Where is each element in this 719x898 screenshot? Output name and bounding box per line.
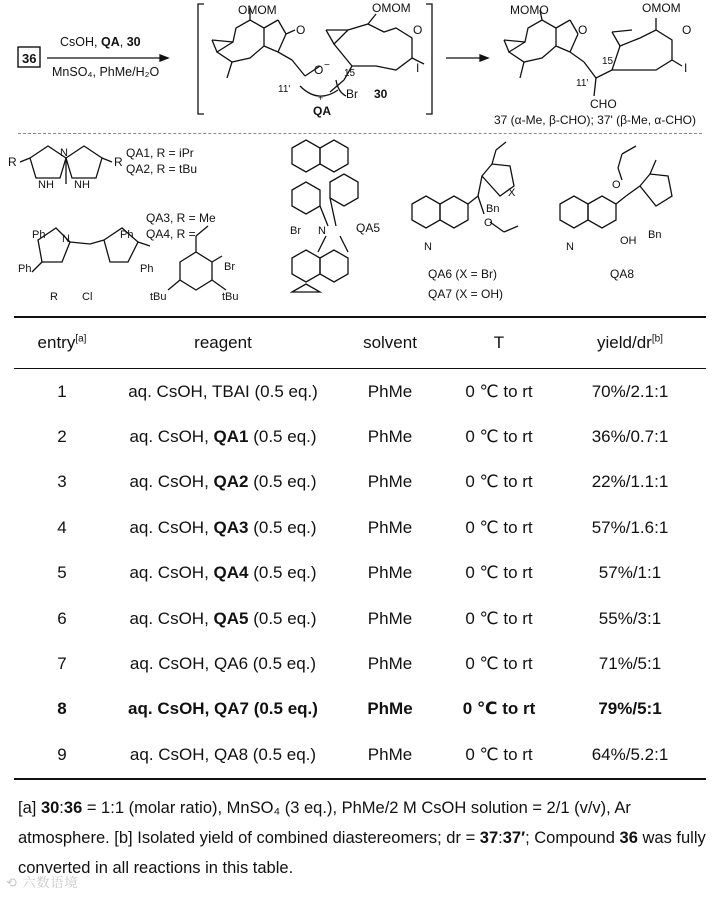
header-temperature: T	[444, 317, 554, 369]
qa8-bn: Bn	[648, 229, 662, 241]
cell-yield-dr: 22%/1.1:1	[591, 472, 669, 492]
table-footnote: [a] 30:36 = 1:1 (molar ratio), MnSO₄ (3 eq.), PhMe/2 M CsOH solution = 2/1 (v/v), Ar atmosphere. [b] Isolated yield of combined diastereomers; dr = 37:37′; Compound 36 was fully converted in all reactions in this table.	[18, 799, 706, 877]
results-table	[14, 316, 706, 780]
cell-solvent: PhMe	[367, 427, 413, 447]
qa1-label: QA1, R = iPr	[126, 146, 194, 160]
cell-solvent: PhMe	[367, 654, 413, 674]
cell-entry: 5	[57, 563, 67, 583]
enolate-o: O	[314, 63, 324, 77]
guan-n: N	[62, 233, 70, 245]
enolate-charge: −	[324, 60, 330, 71]
qa6-qa7-skeleton	[412, 142, 518, 232]
qa4-label: QA4, R =	[146, 227, 196, 241]
intermediate-ketone-o2: O	[413, 23, 423, 37]
qa8-o: O	[612, 179, 621, 191]
cell-reagent: aq. CsOH, QA2 (0.5 eq.)	[129, 472, 317, 492]
label-15-product: 15	[602, 56, 614, 67]
cell-yield-dr: 79%/5:1	[598, 699, 662, 719]
cell-temperature: 0 ℃ to rt	[465, 472, 533, 492]
table-row	[14, 596, 706, 641]
table-row	[14, 369, 706, 415]
cell-reagent: aq. CsOH, QA1 (0.5 eq.)	[129, 427, 317, 447]
cell-solvent: PhMe	[336, 732, 444, 778]
header-yield-dr: yield/dr[b]	[554, 317, 706, 369]
guan-ph-1: Ph	[32, 229, 46, 241]
cell-reagent: aq. CsOH, QA7 (0.5 eq.)	[128, 699, 318, 719]
qa8-label: QA8	[610, 267, 635, 281]
product-skeleton	[504, 10, 682, 96]
qa6-quinoline-n: N	[424, 241, 432, 253]
header-solvent: solvent	[336, 317, 444, 369]
intermediate-skeleton-left	[212, 8, 320, 78]
qa5-label: QA5	[356, 221, 381, 235]
qa5-skeleton	[292, 140, 358, 292]
qa6-o: O	[484, 217, 493, 229]
qa4-tbu-left: tBu	[150, 291, 167, 303]
cell-temperature: 0 ℃ to rt	[465, 608, 533, 628]
qa1-n: N	[60, 147, 68, 159]
reaction-scheme	[0, 0, 719, 305]
qa1-nh-right: NH	[74, 179, 90, 191]
conditions-line1: CsOH, QA, 30	[60, 35, 141, 49]
cell-solvent: PhMe	[367, 517, 413, 537]
cell-solvent: PhMe	[367, 563, 413, 583]
cell-reagent: aq. CsOH, QA4 (0.5 eq.)	[129, 563, 317, 583]
cell-temperature: 0 ℃ to rt	[465, 427, 533, 447]
guan-ph-3: Ph	[120, 229, 134, 241]
header-entry: entry[a]	[14, 317, 110, 369]
table-row	[14, 687, 706, 732]
product-ketone-o2: O	[682, 23, 692, 37]
cell-entry: 4	[57, 517, 67, 537]
cell-entry: 8	[57, 699, 67, 719]
qa4-tbu-right: tBu	[222, 291, 239, 303]
cell-reagent: aq. CsOH, TBAI (0.5 eq.)	[128, 381, 318, 401]
table-row	[14, 551, 706, 596]
qa8-oh: OH	[620, 235, 637, 247]
intermediate-ketone-o: O	[296, 23, 306, 37]
table-row	[14, 505, 706, 550]
label-11-intermediate: 11'	[278, 84, 291, 95]
intermediate-iodide: I	[416, 61, 420, 75]
cell-entry: 1	[57, 381, 67, 401]
watermark: ⟲ 六数语境	[6, 875, 79, 890]
cell-temperature: 0 ℃ to rt	[465, 563, 533, 583]
bromide-label: Br	[346, 87, 358, 101]
intermediate-omom-1: OMOM	[238, 3, 277, 17]
reagent-30-label: 30	[374, 87, 388, 101]
header-reagent: reagent	[110, 317, 336, 369]
qa-counterion-label: QA	[313, 104, 331, 118]
cell-yield-dr: 36%/0.7:1	[591, 427, 669, 447]
product-omom: OMOM	[642, 1, 681, 15]
qa5-n: N	[318, 225, 326, 237]
qa4-br: Br	[224, 261, 235, 273]
cell-yield-dr: 64%/5.2:1	[554, 732, 706, 778]
table-header-row	[14, 317, 706, 369]
cell-solvent: PhMe	[367, 608, 413, 628]
qa1-r-right: R	[114, 155, 123, 169]
cell-reagent: aq. CsOH, QA3 (0.5 eq.)	[129, 517, 317, 537]
table-row	[14, 641, 706, 686]
qa1-r-left: R	[8, 155, 17, 169]
qa6-x: X	[508, 187, 516, 199]
cell-solvent: PhMe	[367, 381, 413, 401]
cell-solvent: PhMe	[367, 472, 413, 492]
cell-yield-dr: 71%/5:1	[598, 654, 662, 674]
qa8-quinoline-n: N	[566, 241, 574, 253]
cell-temperature: 0 ℃ to rt	[444, 732, 554, 778]
cell-reagent: aq. CsOH, QA8 (0.5 eq.)	[110, 732, 336, 778]
product-ketone-o: O	[578, 23, 588, 37]
guan-ph-2: Ph	[18, 263, 32, 275]
intermediate-skeleton-right	[326, 14, 424, 92]
qa1-nh-left: NH	[38, 179, 54, 191]
cell-entry: 2	[57, 427, 67, 447]
qa3-label: QA3, R = Me	[146, 211, 216, 225]
cell-temperature: 0 ℃ to rt	[465, 654, 533, 674]
cell-yield-dr: 57%/1:1	[598, 563, 662, 583]
guan-cl: Cl	[82, 291, 93, 303]
table-row	[14, 414, 706, 459]
cell-temperature: 0 ℃ to rt	[465, 517, 533, 537]
cell-temperature: 0 ℃ to rt	[462, 699, 536, 719]
bracket-left	[198, 4, 204, 114]
qa6-bn: Bn	[486, 203, 500, 215]
qa5-br: Br	[290, 225, 301, 237]
bracket-right	[426, 4, 432, 114]
cell-temperature: 0 ℃ to rt	[465, 381, 533, 401]
qa2-label: QA2, R = tBu	[126, 162, 198, 176]
start-compound-label: 36	[22, 51, 37, 66]
table-row	[14, 460, 706, 505]
cell-entry: 6	[57, 608, 67, 628]
guan-ph-4: Ph	[140, 263, 154, 275]
cell-yield-dr: 70%/2.1:1	[591, 381, 669, 401]
table-row	[14, 732, 706, 778]
scheme-separator	[18, 133, 702, 134]
guan-r: R	[50, 291, 58, 303]
intermediate-omom-2: OMOM	[372, 1, 411, 15]
qa6-label: QA6 (X = Br)	[428, 267, 498, 281]
cell-reagent: aq. CsOH, QA5 (0.5 eq.)	[129, 608, 317, 628]
qa7-label: QA7 (X = OH)	[428, 287, 504, 301]
conditions-line2: MnSO₄, PhMe/H₂O	[52, 65, 160, 79]
product-cho: CHO	[590, 97, 617, 111]
product-iodide: I	[684, 61, 688, 75]
cell-solvent: PhMe	[367, 699, 413, 719]
cell-reagent: aq. CsOH, QA6 (0.5 eq.)	[129, 654, 317, 674]
cell-yield-dr: 57%/1.6:1	[591, 517, 669, 537]
cell-yield-dr: 55%/3:1	[598, 608, 662, 628]
cell-entry: 9	[14, 732, 110, 778]
product-caption: 37 (α-Me, β-CHO); 37' (β-Me, α-CHO)	[494, 113, 696, 127]
qa-charge: +	[318, 93, 324, 103]
label-11-product: 11'	[576, 78, 589, 89]
product-momo: MOMO	[510, 3, 549, 17]
cell-entry: 7	[57, 654, 67, 674]
cell-entry: 3	[57, 472, 67, 492]
label-15-intermediate: 15	[344, 68, 356, 79]
